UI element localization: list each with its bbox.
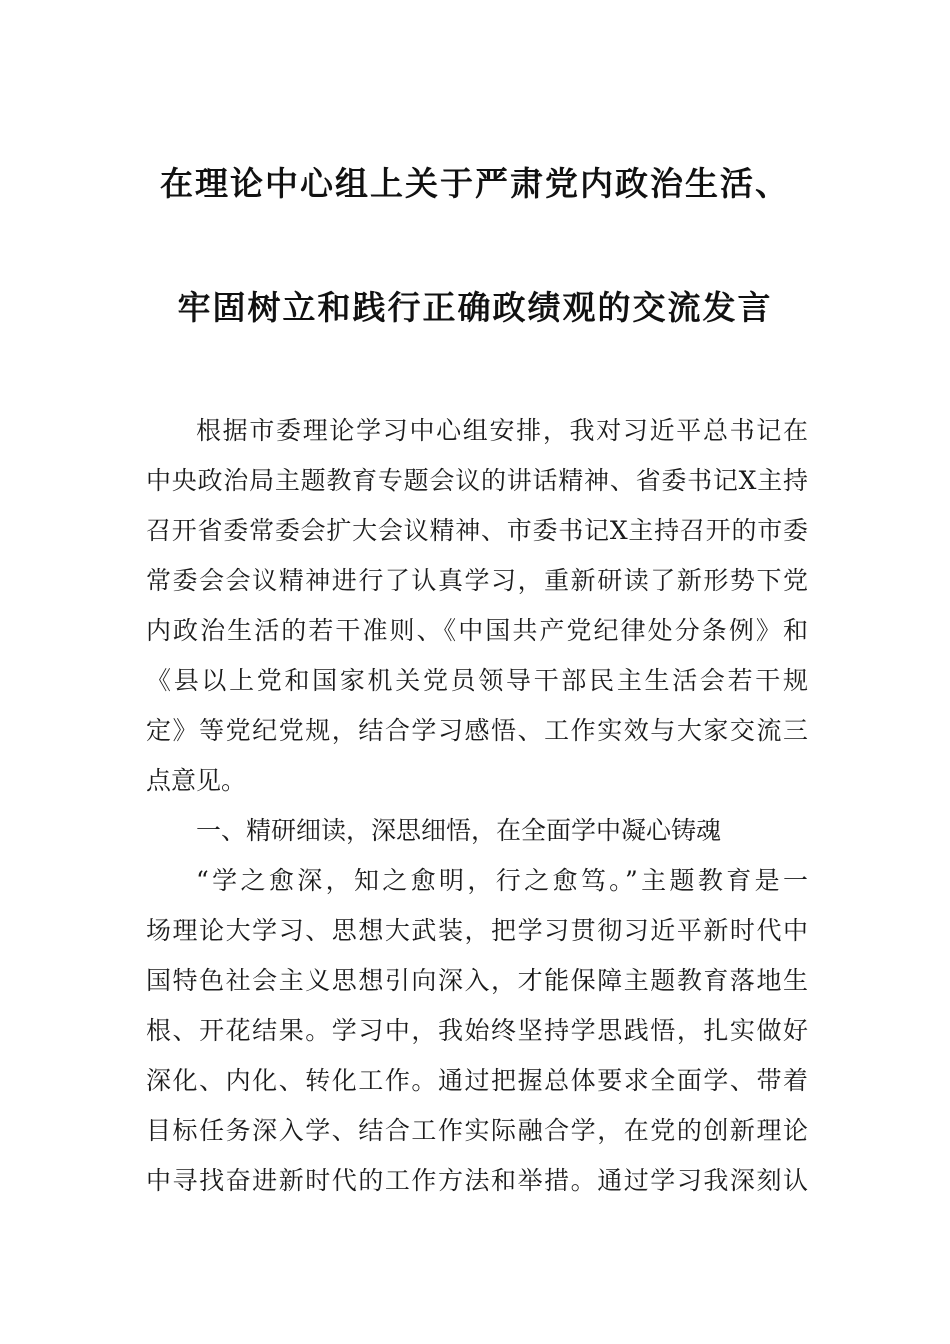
document-title-line-2: 牢固树立和践行正确政绩观的交流发言: [177, 288, 773, 327]
paragraph-2: [146, 856, 808, 1206]
paragraph-line: 常委会会议精神进行了认真学习，重新研读了新形势下党: [146, 566, 808, 595]
paragraph-1: [146, 406, 808, 806]
paragraph-line: 中寻找奋进新时代的工作方法和举措。通过学习我深刻认: [146, 1166, 808, 1195]
paragraph-line: “学之愈深，知之愈明，行之愈笃。”主题教育是一: [196, 866, 808, 895]
paragraph-line: 定》等党纪党规，结合学习感悟、工作实效与大家交流三: [146, 716, 808, 745]
paragraph-line: 场理论大学习、思想大武装，把学习贯彻习近平新时代中: [146, 916, 808, 945]
paragraph-line: 《县以上党和国家机关党员领导干部民主生活会若干规: [146, 666, 808, 695]
paragraph-line: 中央政治局主题教育专题会议的讲话精神、省委书记X主持: [146, 466, 808, 495]
paragraph-line: 点意见。: [146, 766, 247, 795]
section-heading-text: 一、精研细读，深思细悟，在全面学中凝心铸魂: [196, 816, 722, 845]
paragraph-line: 根据市委理论学习中心组安排，我对习近平总书记在: [196, 416, 808, 445]
paragraph-line: 目标任务深入学、结合工作实际融合学，在党的创新理论: [146, 1116, 808, 1145]
paragraph-line: 召开省委常委会扩大会议精神、市委书记X主持召开的市委: [146, 516, 808, 545]
paragraph-line: 国特色社会主义思想引向深入，才能保障主题教育落地生: [146, 966, 808, 995]
document-title-line-1: 在理论中心组上关于严肃党内政治生活、: [160, 164, 790, 203]
paragraph-line: 根、开花结果。学习中，我始终坚持学思践悟，扎实做好: [146, 1016, 808, 1045]
paragraph-line: 内政治生活的若干准则、《中国共产党纪律处分条例》和: [146, 616, 808, 645]
section-heading-1: [146, 806, 808, 856]
paragraph-line: 深化、内化、转化工作。通过把握总体要求全面学、带着: [146, 1066, 808, 1095]
